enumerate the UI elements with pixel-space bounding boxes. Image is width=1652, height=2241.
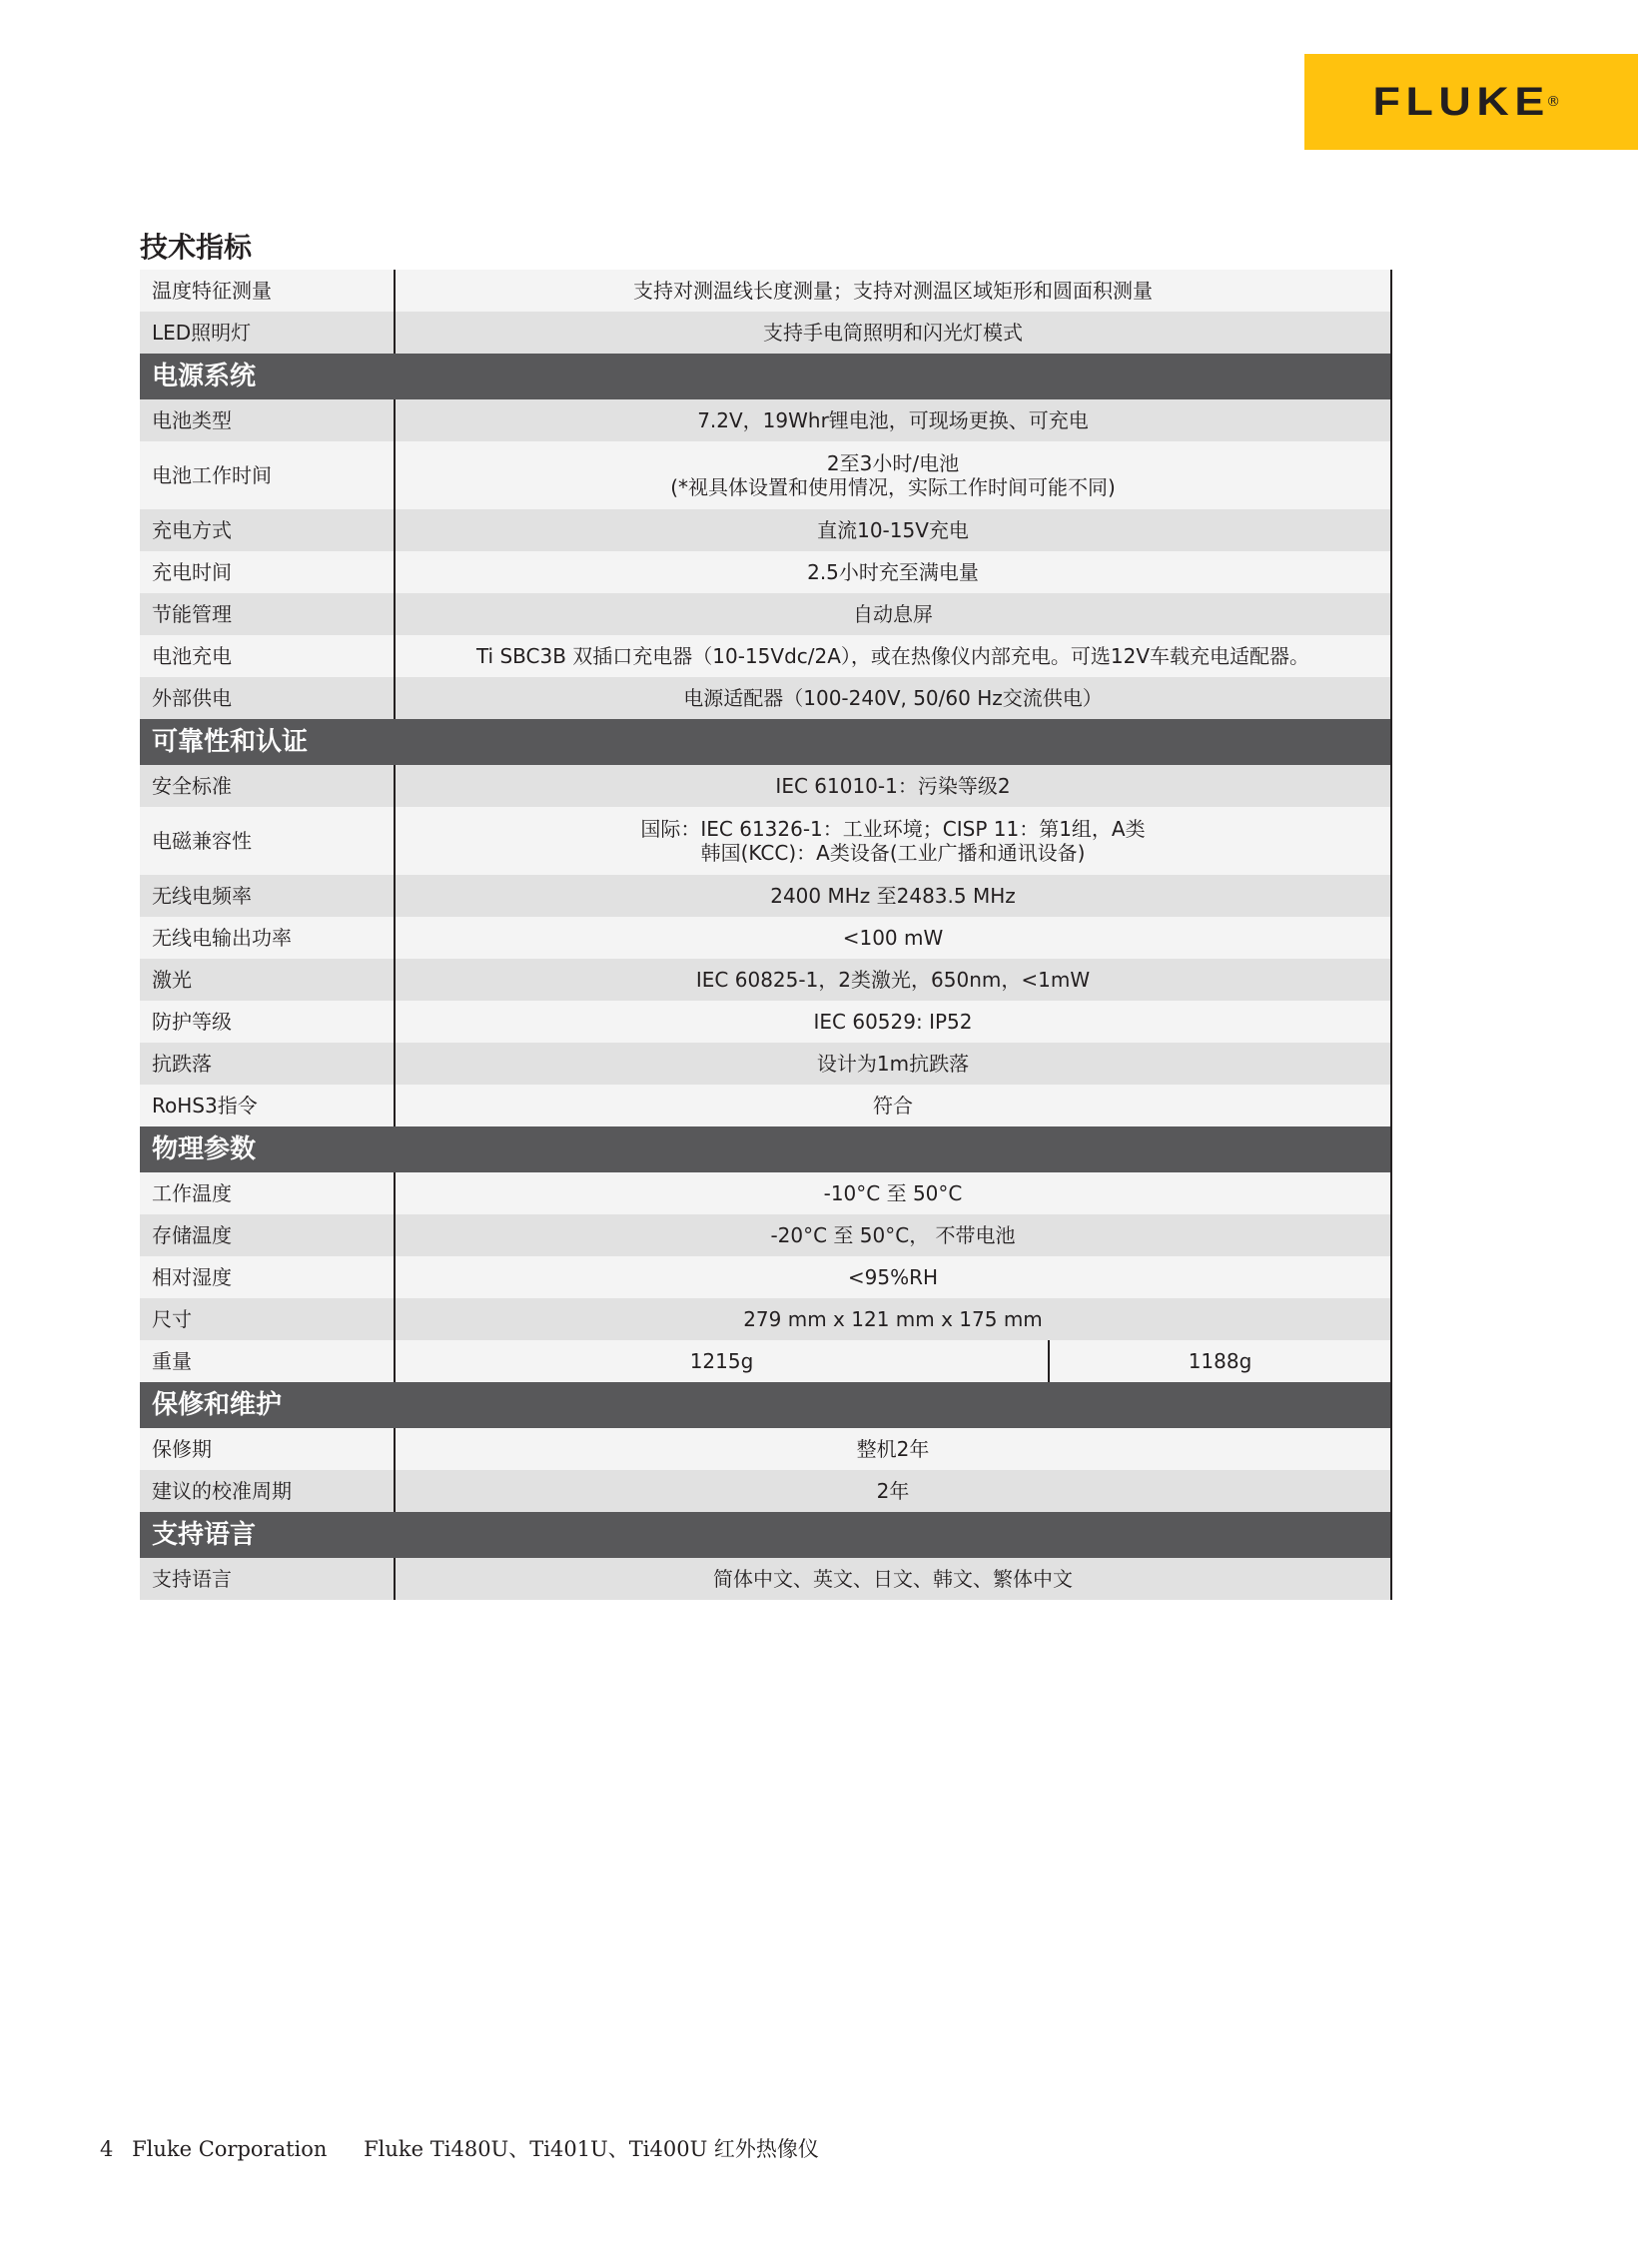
spec-value bbox=[396, 677, 1390, 719]
spec-value bbox=[396, 1298, 1390, 1340]
logo-text: FLUKE bbox=[1372, 79, 1550, 124]
spec-value-line: 国际：IEC 61326-1：工业环境；CISP 11：第1组，A类 bbox=[640, 817, 1146, 841]
spec-value-line: 支持对测温线长度测量；支持对测温区域矩形和圆面积测量 bbox=[633, 279, 1153, 303]
spec-label: 防护等级 bbox=[140, 1001, 396, 1043]
spec-row bbox=[140, 875, 1390, 917]
spec-label: 重量 bbox=[140, 1340, 396, 1382]
spec-label: 保修期 bbox=[140, 1428, 396, 1470]
fluke-logo bbox=[1304, 54, 1638, 150]
spec-row bbox=[140, 1001, 1390, 1043]
spec-value-line: 韩国(KCC)：A类设备(工业广播和通讯设备) bbox=[700, 841, 1086, 865]
spec-value bbox=[396, 959, 1390, 1001]
spec-value bbox=[396, 551, 1390, 593]
section-header bbox=[140, 1382, 1390, 1428]
spec-label: 充电方式 bbox=[140, 509, 396, 551]
spec-value-line: 2.5小时充至满电量 bbox=[807, 560, 979, 584]
spec-value bbox=[396, 635, 1390, 677]
spec-value: 1188g bbox=[1188, 1349, 1252, 1373]
section-header bbox=[140, 1512, 1390, 1558]
spec-value-line: <100 mW bbox=[842, 926, 944, 950]
spec-value-line: 2年 bbox=[876, 1479, 910, 1503]
spec-label: 建议的校准周期 bbox=[140, 1470, 396, 1512]
spec-row bbox=[140, 551, 1390, 593]
spec-label: 电池充电 bbox=[140, 635, 396, 677]
spec-value bbox=[396, 1043, 1390, 1085]
spec-value bbox=[396, 1001, 1390, 1043]
section-header bbox=[140, 1126, 1390, 1172]
spec-value bbox=[396, 1428, 1390, 1470]
page-footer bbox=[100, 2133, 831, 2163]
spec-label: LED照明灯 bbox=[140, 312, 396, 354]
spec-row bbox=[140, 1214, 1390, 1256]
spec-value-line: (*视具体设置和使用情况，实际工作时间可能不同) bbox=[670, 475, 1116, 499]
spec-row bbox=[140, 1085, 1390, 1126]
spec-value bbox=[396, 270, 1390, 312]
spec-label: 激光 bbox=[140, 959, 396, 1001]
spec-row bbox=[140, 635, 1390, 677]
page-number: 4 bbox=[100, 2137, 114, 2161]
spec-row bbox=[140, 270, 1390, 312]
spec-label: 电池类型 bbox=[140, 399, 396, 441]
spec-value-line: 支持手电筒照明和闪光灯模式 bbox=[763, 321, 1023, 345]
spec-value bbox=[396, 1256, 1390, 1298]
spec-label: RoHS3指令 bbox=[140, 1085, 396, 1126]
spec-label: 温度特征测量 bbox=[140, 270, 396, 312]
spec-value bbox=[396, 1214, 1390, 1256]
spec-label: 安全标准 bbox=[140, 765, 396, 807]
spec-value bbox=[396, 807, 1390, 875]
spec-value bbox=[396, 441, 1390, 509]
spec-value bbox=[396, 1470, 1390, 1512]
spec-value bbox=[396, 312, 1390, 354]
spec-label: 无线电输出功率 bbox=[140, 917, 396, 959]
spec-value bbox=[396, 875, 1390, 917]
section-header bbox=[140, 354, 1390, 399]
spec-label: 无线电频率 bbox=[140, 875, 396, 917]
spec-row bbox=[140, 441, 1390, 509]
spec-value-line: IEC 60825-1，2类激光，650nm，<1mW bbox=[695, 968, 1091, 992]
spec-label: 尺寸 bbox=[140, 1298, 396, 1340]
spec-value-line: 自动息屏 bbox=[853, 602, 933, 626]
spec-value-line: 简体中文、英文、日文、韩文、繁体中文 bbox=[713, 1567, 1073, 1591]
spec-row bbox=[140, 1340, 1390, 1382]
spec-value-line: 符合 bbox=[873, 1094, 913, 1118]
spec-value-line: <95%RH bbox=[847, 1265, 939, 1289]
spec-value: 1215g bbox=[396, 1340, 1050, 1382]
footer-company: Fluke Corporation bbox=[132, 2137, 328, 2161]
spec-label: 电磁兼容性 bbox=[140, 807, 396, 875]
section-title: 物理参数 bbox=[152, 1134, 257, 1164]
spec-value-line: 279 mm x 121 mm x 175 mm bbox=[743, 1307, 1043, 1331]
page-title: 技术指标 bbox=[140, 231, 253, 264]
spec-value bbox=[396, 399, 1390, 441]
spec-row bbox=[140, 677, 1390, 719]
spec-value-line: 电源适配器（100-240V, 50/60 Hz交流供电） bbox=[683, 686, 1103, 710]
spec-row bbox=[140, 399, 1390, 441]
section-title: 支持语言 bbox=[152, 1520, 257, 1550]
spec-value bbox=[396, 1085, 1390, 1126]
spec-value-line: -10°C 至 50°C bbox=[823, 1181, 963, 1205]
spec-row bbox=[140, 959, 1390, 1001]
section-title: 电源系统 bbox=[152, 362, 257, 391]
spec-label: 工作温度 bbox=[140, 1172, 396, 1214]
spec-row bbox=[140, 1470, 1390, 1512]
spec-value-line: 直流10-15V充电 bbox=[817, 518, 969, 542]
spec-value-line: -20°C 至 50°C， 不带电池 bbox=[770, 1223, 1016, 1247]
spec-value-line: 2至3小时/电池 bbox=[826, 451, 960, 475]
section-header bbox=[140, 719, 1390, 765]
spec-label: 外部供电 bbox=[140, 677, 396, 719]
spec-value bbox=[396, 593, 1390, 635]
spec-value-split bbox=[396, 1340, 1390, 1382]
spec-row bbox=[140, 1172, 1390, 1214]
spec-row bbox=[140, 1428, 1390, 1470]
spec-value-line: IEC 60529: IP52 bbox=[813, 1010, 973, 1034]
spec-row bbox=[140, 765, 1390, 807]
spec-value bbox=[396, 765, 1390, 807]
spec-row bbox=[140, 1043, 1390, 1085]
spec-row bbox=[140, 807, 1390, 875]
spec-label: 支持语言 bbox=[140, 1558, 396, 1600]
spec-label: 存储温度 bbox=[140, 1214, 396, 1256]
spec-row bbox=[140, 312, 1390, 354]
spec-value-line: 2400 MHz 至2483.5 MHz bbox=[770, 884, 1016, 908]
spec-label: 抗跌落 bbox=[140, 1043, 396, 1085]
spec-value-line: IEC 61010-1：污染等级2 bbox=[775, 774, 1011, 798]
spec-label: 充电时间 bbox=[140, 551, 396, 593]
spec-value-line: 整机2年 bbox=[856, 1437, 930, 1461]
spec-row bbox=[140, 917, 1390, 959]
spec-label: 节能管理 bbox=[140, 593, 396, 635]
footer-product: Fluke Ti480U、Ti401U、Ti400U 红外热像仪 bbox=[364, 2137, 819, 2161]
spec-value-line: 设计为1m抗跌落 bbox=[816, 1052, 970, 1076]
spec-row bbox=[140, 509, 1390, 551]
spec-value-line: 7.2V，19Whr锂电池，可现场更换、可充电 bbox=[697, 408, 1089, 432]
spec-value bbox=[396, 509, 1390, 551]
spec-value bbox=[396, 917, 1390, 959]
spec-label: 电池工作时间 bbox=[140, 441, 396, 509]
spec-row bbox=[140, 593, 1390, 635]
spec-value bbox=[396, 1558, 1390, 1600]
spec-value-line: Ti SBC3B 双插口充电器（10-15Vdc/2A），或在热像仪内部充电。可选12V车载充电适配器。 bbox=[475, 644, 1310, 668]
spec-table bbox=[140, 270, 1392, 1600]
spec-value bbox=[396, 1172, 1390, 1214]
spec-row bbox=[140, 1558, 1390, 1600]
registered-mark: ® bbox=[1546, 94, 1561, 110]
section-title: 可靠性和认证 bbox=[152, 727, 309, 757]
spec-row bbox=[140, 1298, 1390, 1340]
spec-row bbox=[140, 1256, 1390, 1298]
spec-label: 相对湿度 bbox=[140, 1256, 396, 1298]
section-title: 保修和维护 bbox=[152, 1390, 283, 1420]
